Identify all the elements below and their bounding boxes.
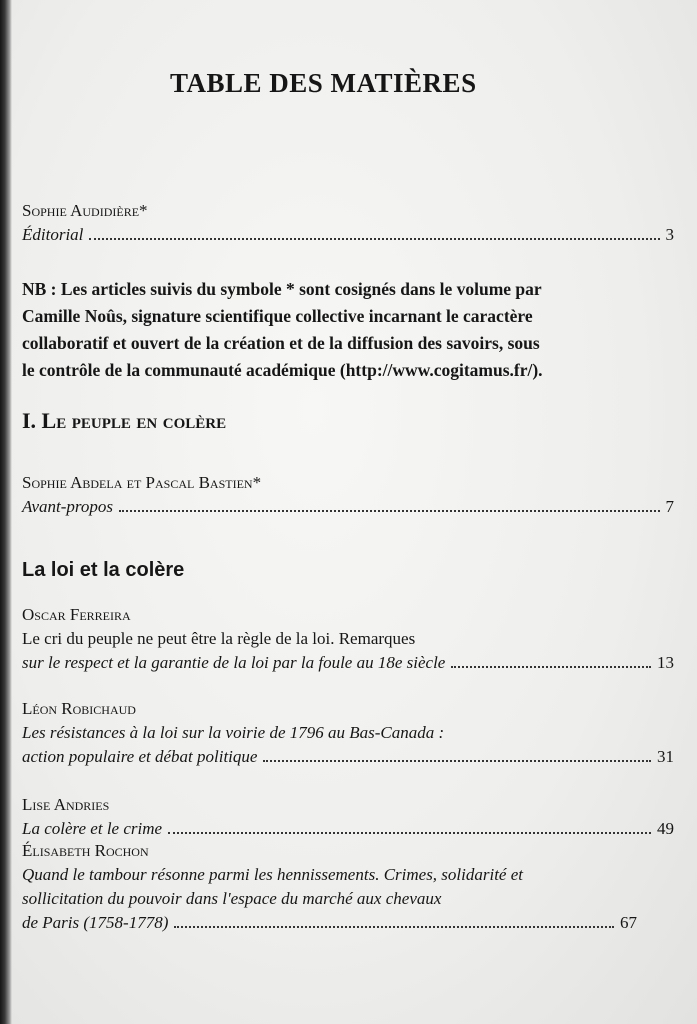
nb-line: NB : Les articles suivis du symbole * sont cosignés dans le volume par <box>22 279 542 299</box>
entry-author: Oscar Ferreira <box>22 605 131 624</box>
leader-dots <box>263 760 651 762</box>
entry-page-number: 31 <box>657 747 674 766</box>
leader-dots <box>119 510 660 512</box>
entry-title-line: Les résistances à la loi sur la voirie de 1796 au Bas-Canada : <box>22 723 445 742</box>
entry-title-line <box>22 223 674 247</box>
entry-title-line: sollicitation du pouvoir dans l'espace du marché aux chevaux <box>22 889 442 908</box>
leader-dots <box>168 832 651 834</box>
entry-title: Éditorial <box>22 225 84 244</box>
leader-dots <box>451 666 651 668</box>
entry-title: Avant-propos <box>22 497 113 516</box>
nb-line: Camille Noûs, signature scientifique collective incarnant le caractère <box>22 306 533 326</box>
toc-entry-rochon <box>22 839 674 935</box>
toc-entry-avant-propos <box>22 471 674 519</box>
entry-author: Lise Andries <box>22 795 110 814</box>
nb-note <box>22 276 677 384</box>
entry-title-line <box>22 911 637 935</box>
nb-line: collaboratif et ouvert de la création et de la diffusion des savoirs, sous <box>22 333 540 353</box>
entry-page-number: 67 <box>620 913 637 932</box>
toc-entry-robichaud <box>22 697 674 769</box>
entry-title-line <box>22 651 674 675</box>
entry-title: sur le respect et la garantie de la loi par la foule au 18e siècle <box>22 653 446 672</box>
entry-page-number: 3 <box>665 225 674 244</box>
entry-page-number: 13 <box>657 653 674 672</box>
entry-title: action populaire et débat politique <box>22 747 258 766</box>
entry-author: Sophie Audidière* <box>22 201 148 220</box>
entry-author: Sophie Abdela et Pascal Bastien* <box>22 473 262 492</box>
entry-title-line: Quand le tambour résonne parmi les hennissements. Crimes, solidarité et <box>22 865 523 884</box>
page-binding-shadow <box>0 0 12 1024</box>
entry-title: de Paris (1758-1778) <box>22 913 169 932</box>
subsection-heading: La loi et la colère <box>22 559 185 581</box>
toc-entry-ferreira <box>22 603 674 675</box>
leader-dots <box>89 238 659 240</box>
nb-line: le contrôle de la communauté académique (http://www.cogitamus.fr/). <box>22 360 543 380</box>
entry-author: Élisabeth Rochon <box>22 841 149 860</box>
entry-author: Léon Robichaud <box>22 699 136 718</box>
toc-entry-editorial <box>22 199 674 247</box>
entry-page-number: 7 <box>665 497 674 516</box>
entry-title-line <box>22 495 674 519</box>
toc-entry-andries <box>22 793 674 841</box>
page-title: TABLE DES MATIÈRES <box>170 68 477 98</box>
entry-title-line <box>22 745 674 769</box>
leader-dots <box>174 926 614 928</box>
section-heading: I. Le peuple en colère <box>22 408 227 433</box>
entry-page-number: 49 <box>657 819 674 838</box>
entry-title: La colère et le crime <box>22 819 163 838</box>
entry-title-line: Le cri du peuple ne peut être la règle de la loi. Remarques <box>22 629 416 648</box>
entry-title-line <box>22 817 674 841</box>
